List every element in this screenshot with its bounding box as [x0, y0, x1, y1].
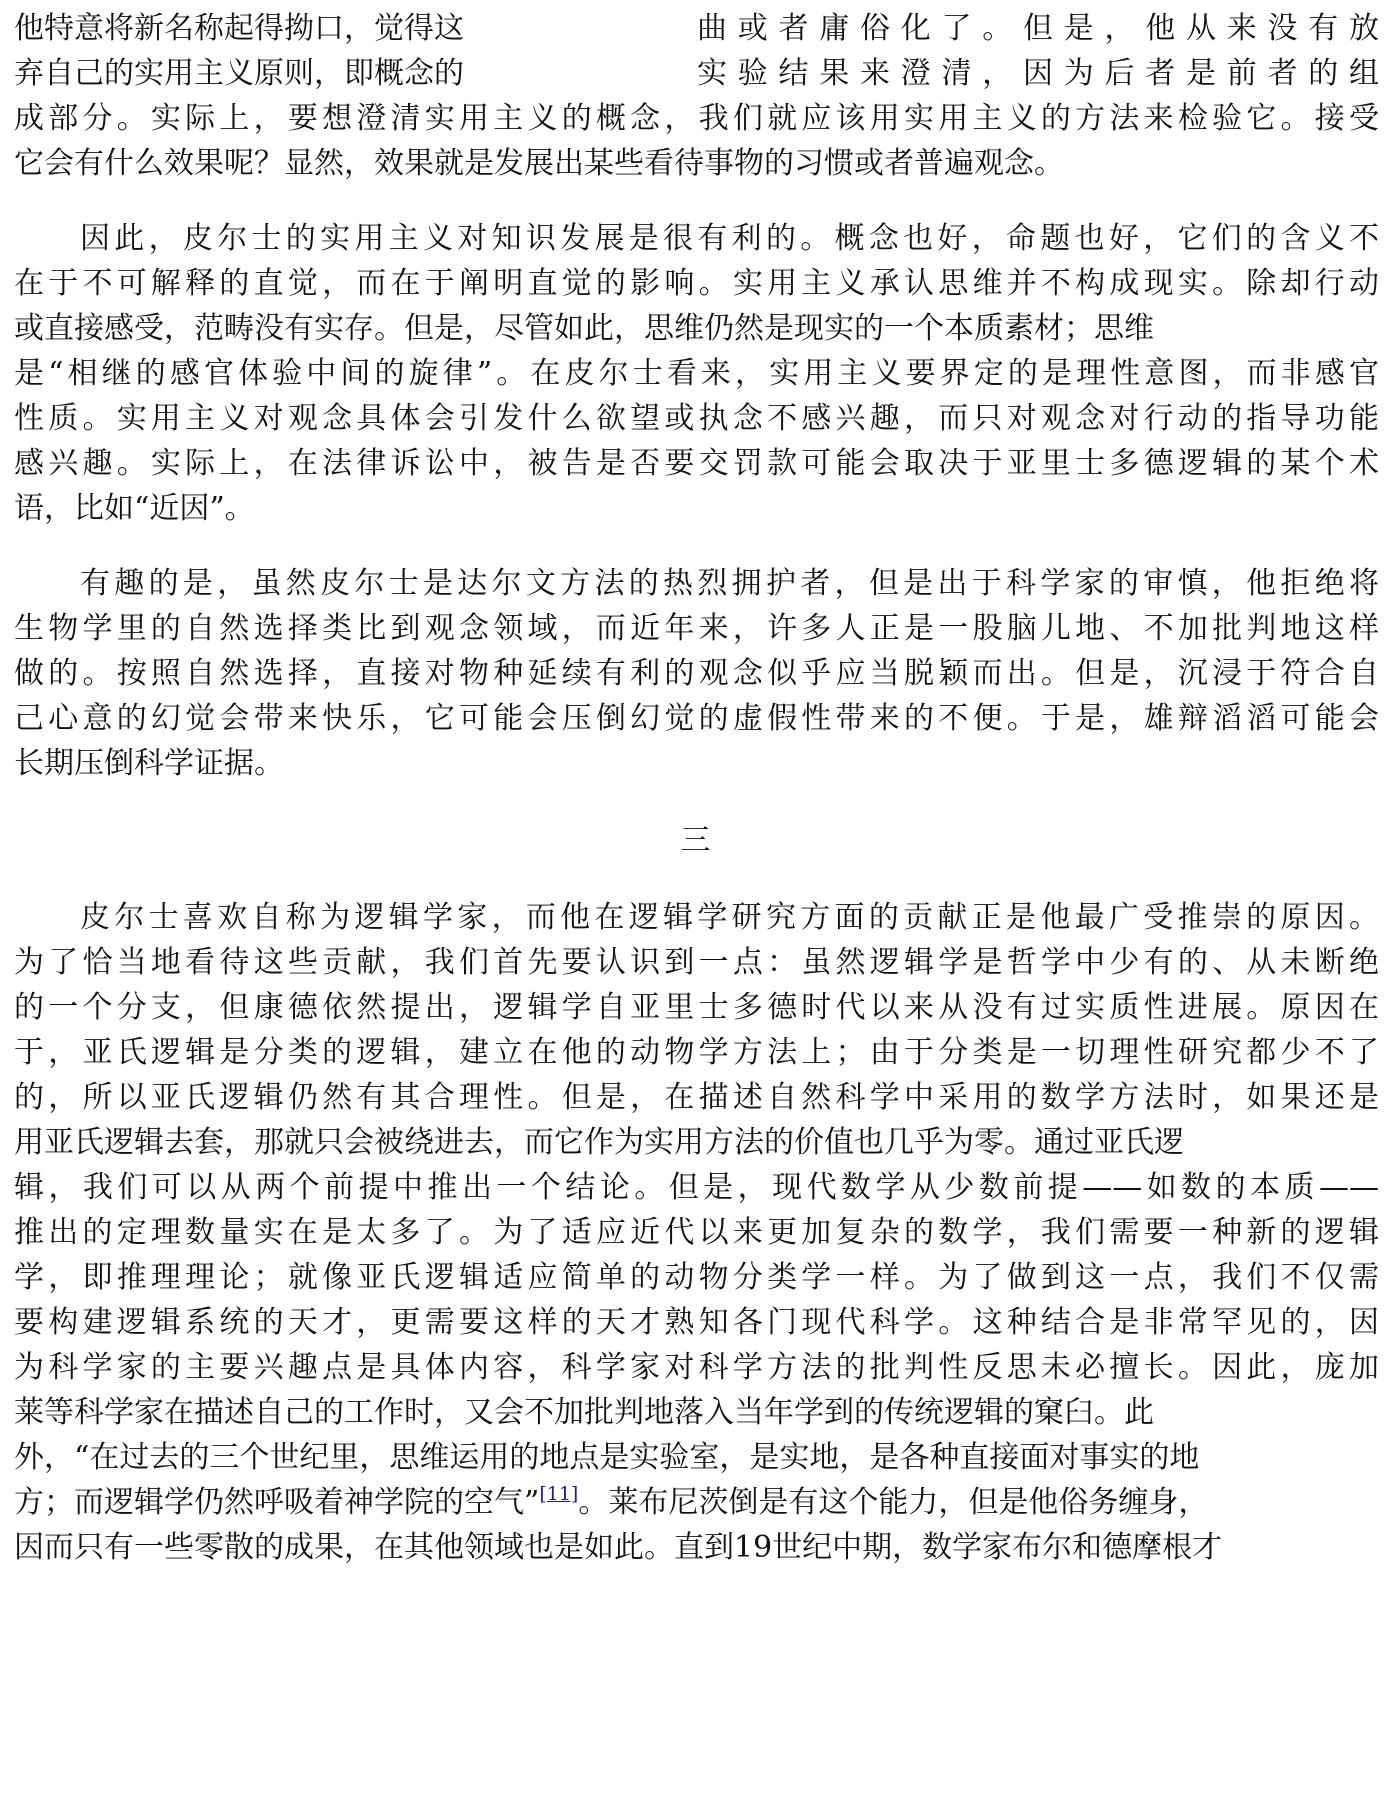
- text-line: 成部分。实际上，要想澄清实用主义的概念，我们就应该用实用主义的方法来检验它。接受: [14, 101, 1379, 136]
- text-line: [14, 49, 1379, 99]
- text-line: [14, 4, 1379, 54]
- text-line: 做的。按照自然选择，直接对物种延续有利的观念似乎应当脱颖而出。但是，沉浸于符合自: [14, 656, 1379, 691]
- text-fragment: 。莱布尼茨倒是有这个能力，但是他俗务缠身，: [578, 1485, 1209, 1520]
- text-line: 是“相继的感官体验中间的旋律”。在皮尔士看来，实用主义要界定的是理性意图，而非感官: [14, 356, 1379, 391]
- text-line: 的，所以亚氏逻辑仍然有其合理性。但是，在描述自然科学中采用的数学方法时，如果还是: [14, 1080, 1379, 1115]
- paragraph-first-line: 有趣的是，虽然皮尔士是达尔文方法的热烈拥护者，但是出于科学家的审慎，他拒绝将: [80, 566, 1379, 601]
- text-line: 感兴趣。实际上，在法律诉讼中，被告是否要交罚款可能会取决于亚里士多德逻辑的某个术: [14, 446, 1379, 481]
- text-fragment-right: 实验结果来澄清，因为后者是前者的组: [697, 56, 1379, 91]
- section-heading: 三: [680, 823, 711, 858]
- text-line: 为科学家的主要兴趣点是具体内容，科学家对科学方法的批判性反思未必擅长。因此，庞加: [14, 1350, 1379, 1385]
- text-line: 于，亚氏逻辑是分类的逻辑，建立在他的动物学方法上；由于分类是一切理性研究都少不了: [14, 1035, 1379, 1070]
- text-line: 因而只有一些零散的成果，在其他领域也是如此。直到19世纪中期，数学家布尔和德摩根才: [14, 1530, 1223, 1565]
- text-line: 外，“在过去的三个世纪里，思维运用的地点是实验室，是实地，是各种直接面对事实的地: [14, 1440, 1200, 1475]
- text-line: 性质。实用主义对观念具体会引发什么欲望或执念不感兴趣，而只对观念对行动的指导功能: [14, 401, 1379, 436]
- footnote-link[interactable]: [11]: [539, 1483, 579, 1505]
- text-line: 用亚氏逻辑去套，那就只会被绕进去，而它作为实用方法的价值也几乎为零。通过亚氏逻: [14, 1125, 1184, 1160]
- text-line: 要构建逻辑系统的天才，更需要这样的天才熟知各门现代科学。这种结合是非常罕见的，因: [14, 1305, 1379, 1340]
- text-line: 在于不可解释的直觉，而在于阐明直觉的影响。实用主义承认思维并不构成现实。除却行动: [14, 266, 1379, 301]
- text-line: 或直接感受，范畴没有实存。但是，尽管如此，思维仍然是现实的一个本质素材；思维: [14, 311, 1154, 346]
- text-line: 长期压倒科学证据。: [14, 746, 284, 781]
- text-fragment-left: 他特意将新名称起得拗口，觉得这: [14, 11, 464, 46]
- text-line: 的一个分支，但康德依然提出，逻辑学自亚里士多德时代以来从没有过实质性进展。原因在: [14, 990, 1379, 1025]
- text-fragment-right: 曲或者庸俗化了。但是，他从来没有放: [697, 11, 1379, 46]
- text-line: 己心意的幻觉会带来快乐，它可能会压倒幻觉的虚假性带来的不便。于是，雄辩滔滔可能会: [14, 701, 1379, 736]
- text-line: 为了恰当地看待这些贡献，我们首先要认识到一点：虽然逻辑学是哲学中少有的、从未断绝: [14, 945, 1379, 980]
- text-line-with-footnote: [14, 1478, 1379, 1528]
- text-line: 学，即推理理论；就像亚氏逻辑适应简单的动物分类学一样。为了做到这一点，我们不仅需: [14, 1260, 1379, 1295]
- text-line: 语，比如“近因”。: [14, 491, 255, 526]
- text-fragment: 方；而逻辑学仍然呼吸着神学院的空气”: [14, 1485, 540, 1520]
- text-line: 推出的定理数量实在是太多了。为了适应近代以来更加复杂的数学，我们需要一种新的逻辑: [14, 1215, 1379, 1250]
- text-line: 它会有什么效果呢？显然，效果就是发展出某些看待事物的习惯或者普遍观念。: [14, 146, 1064, 181]
- text-line: 莱等科学家在描述自己的工作时，又会不加批判地落入当年学到的传统逻辑的窠臼。此: [14, 1395, 1154, 1430]
- text-fragment-left: 弃自己的实用主义原则，即概念的: [14, 56, 464, 91]
- paragraph-first-line: 皮尔士喜欢自称为逻辑学家，而他在逻辑学研究方面的贡献正是他最广受推崇的原因。: [80, 900, 1379, 935]
- paragraph-first-line: 因此，皮尔士的实用主义对知识发展是很有利的。概念也好，命题也好，它们的含义不: [80, 221, 1379, 256]
- text-line: 生物学里的自然选择类比到观念领域，而近年来，许多人正是一股脑儿地、不加批判地这样: [14, 611, 1379, 646]
- text-line: 辑，我们可以从两个前提中推出一个结论。但是，现代数学从少数前提——如数的本质——: [14, 1170, 1379, 1205]
